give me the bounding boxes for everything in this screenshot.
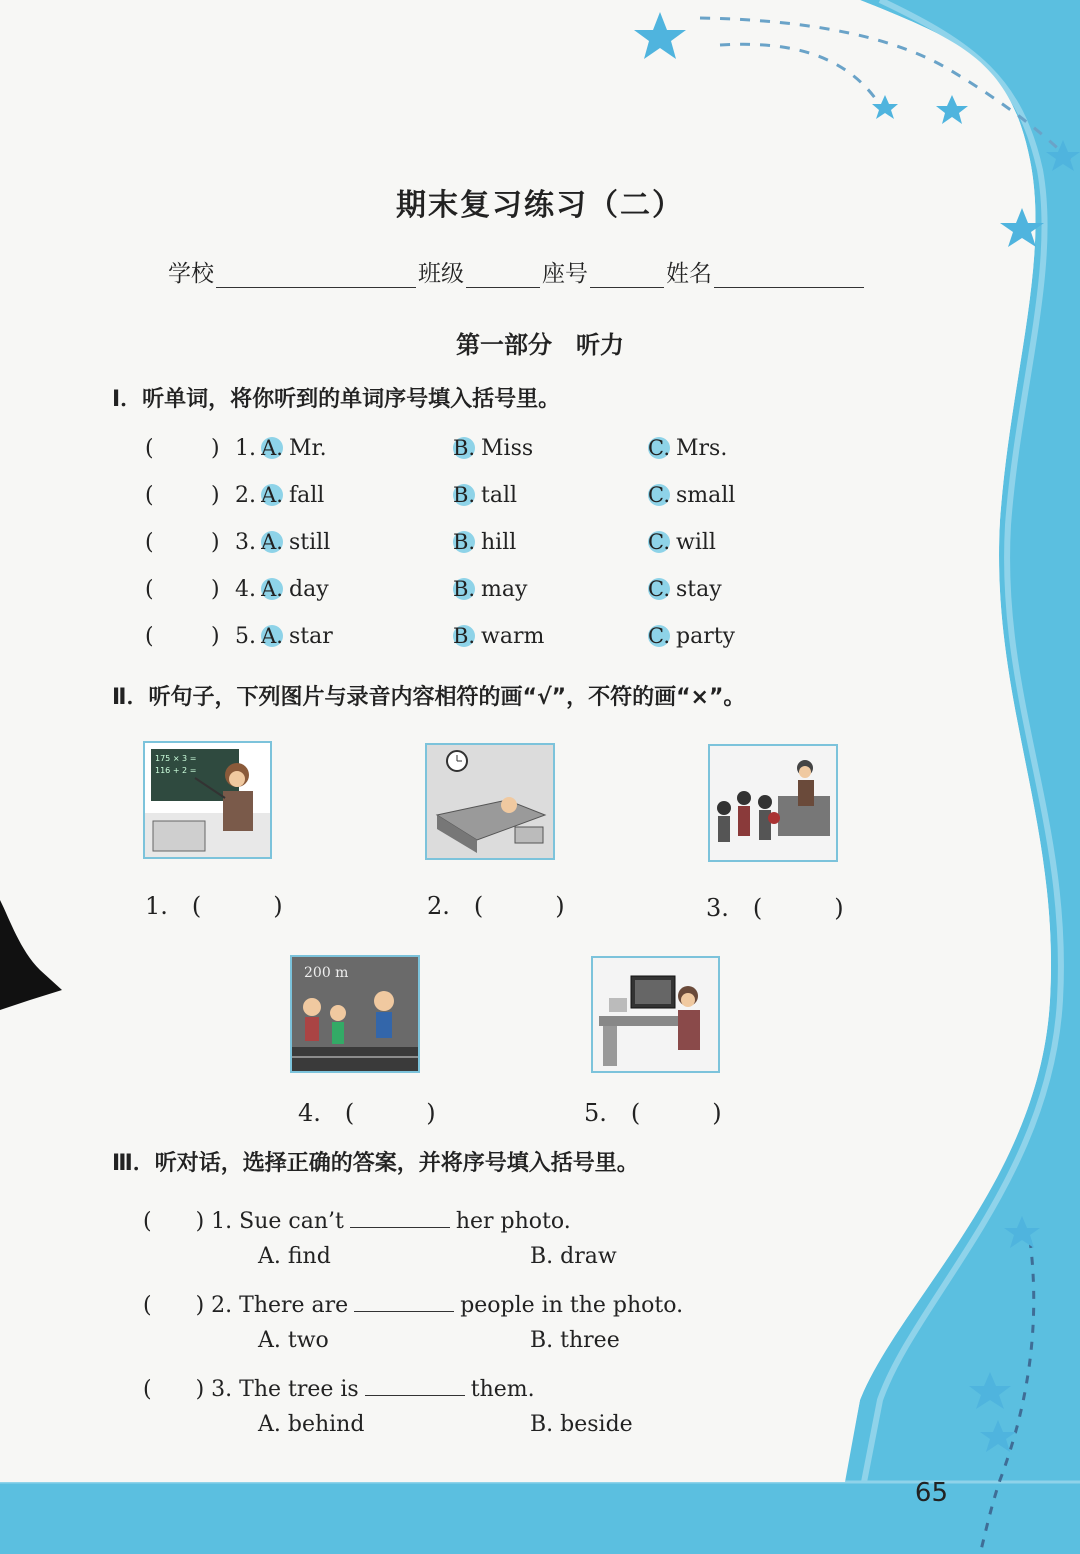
option-a: A. two [258, 1328, 329, 1353]
dialogue-question [143, 1204, 571, 1235]
option-c-text: party [676, 624, 735, 649]
option-a-label: A. [261, 624, 283, 648]
answer-paren-close: ) [211, 483, 220, 508]
answer-paren-close: ) [211, 436, 220, 461]
answer-paren-close: ) [211, 624, 220, 649]
answer-paren-open[interactable]: ( [145, 577, 154, 602]
question-suffix: people in the photo. [460, 1293, 684, 1318]
option-b-text: Miss [481, 436, 534, 461]
race-sign: 200 m [304, 965, 349, 981]
option-c-text: small [676, 483, 736, 508]
question-suffix: her photo. [455, 1209, 571, 1234]
option-c-text: will [676, 530, 716, 555]
seat-field[interactable] [590, 261, 664, 288]
option-b [453, 436, 533, 461]
option-c [648, 624, 735, 649]
question-prefix: 3. The tree is [211, 1377, 359, 1402]
option-b: B. three [530, 1328, 620, 1353]
option-a: A. find [258, 1244, 331, 1269]
picture2-answer[interactable]: 2. ( ) [427, 892, 565, 920]
option-a-label: A. [261, 483, 283, 507]
option-b-label: B. [453, 436, 476, 460]
option-c [648, 483, 735, 508]
student-info-line [168, 255, 866, 288]
section2-heading: Ⅱ．听句子，下列图片与录音内容相符的画“√”，不符的画“×”。 [112, 685, 746, 710]
bed-picture [425, 743, 555, 860]
answer-paren[interactable]: ( ) [143, 1293, 205, 1318]
answer-paren[interactable]: ( ) [143, 1377, 205, 1402]
race-picture [290, 955, 420, 1073]
school-label: 学校 [168, 261, 214, 287]
option-a-label: A. [261, 530, 283, 554]
option-b-text: may [481, 577, 528, 602]
option-a: A. behind [258, 1412, 365, 1437]
answer-blank[interactable] [354, 1291, 454, 1312]
option-a-text: day [289, 577, 329, 602]
option-c-label: C. [648, 624, 670, 648]
option-c-label: C. [648, 483, 670, 507]
answer-blank[interactable] [350, 1207, 450, 1228]
option-c-text: Mrs. [676, 436, 728, 461]
page-number: 65 [914, 1478, 948, 1508]
question-prefix: 2. There are [211, 1293, 349, 1318]
option-c [648, 577, 722, 602]
dialogue-question [143, 1372, 535, 1403]
option-b-label: B. [453, 530, 476, 554]
picture3-answer[interactable]: 3. ( ) [706, 894, 844, 922]
teacher-picture [143, 741, 272, 859]
option-b-text: warm [481, 624, 545, 649]
answer-paren[interactable]: ( ) [143, 1209, 205, 1234]
option-b-label: B. [453, 483, 476, 507]
answer-blank[interactable] [365, 1375, 465, 1396]
option-b [453, 483, 517, 508]
option-b-text: tall [481, 483, 518, 508]
class-label: 班级 [418, 261, 464, 287]
dialogue-question [143, 1288, 683, 1319]
name-label: 姓名 [666, 261, 712, 287]
children-group-picture [708, 744, 838, 862]
computer-picture [591, 956, 720, 1073]
answer-paren-close: ) [211, 577, 220, 602]
svg-text:116 + 2 =: 116 + 2 = [155, 766, 197, 775]
option-a [261, 436, 327, 461]
option-a-text: Mr. [289, 436, 327, 461]
option-b: B. draw [530, 1244, 617, 1269]
section3-heading: Ⅲ．听对话，选择正确的答案，并将序号填入括号里。 [112, 1151, 639, 1176]
class-field[interactable] [466, 261, 540, 288]
question-number: 2. [235, 483, 256, 508]
option-a [261, 530, 330, 555]
option-c-text: stay [676, 577, 722, 602]
option-b [453, 577, 527, 602]
option-b [453, 530, 516, 555]
option-b [453, 624, 544, 649]
answer-paren-open[interactable]: ( [145, 483, 154, 508]
picture5-answer[interactable]: 5. ( ) [584, 1099, 722, 1127]
option-c [648, 436, 727, 461]
option-b-text: hill [481, 530, 517, 555]
question-number: 5. [235, 624, 256, 649]
question-prefix: 1. Sue can’t [211, 1209, 344, 1234]
option-a [261, 577, 329, 602]
option-a-text: still [289, 530, 331, 555]
school-field[interactable] [216, 261, 416, 288]
option-a [261, 624, 333, 649]
option-c-label: C. [648, 530, 670, 554]
option-a-text: fall [289, 483, 325, 508]
picture1-answer[interactable]: 1. ( ) [145, 892, 283, 920]
answer-paren-open[interactable]: ( [145, 624, 154, 649]
option-c [648, 530, 716, 555]
option-a-text: star [289, 624, 333, 649]
option-c-label: C. [648, 577, 670, 601]
answer-paren-open[interactable]: ( [145, 530, 154, 555]
question-number: 1. [235, 436, 256, 461]
seat-label: 座号 [542, 261, 588, 287]
option-a-label: A. [261, 436, 283, 460]
question-suffix: them. [470, 1377, 535, 1402]
svg-text:175 × 3 =: 175 × 3 = [155, 754, 197, 763]
page-title: 期末复习练习（二） [396, 188, 684, 223]
name-field[interactable] [714, 261, 864, 288]
answer-paren-open[interactable]: ( [145, 436, 154, 461]
option-b: B. beside [530, 1412, 633, 1437]
section1-heading: I．听单词，将你听到的单词序号填入括号里。 [112, 387, 561, 412]
option-a-label: A. [261, 577, 283, 601]
answer-paren-close: ) [211, 530, 220, 555]
option-c-label: C. [648, 436, 670, 460]
option-b-label: B. [453, 624, 476, 648]
question-number: 3. [235, 530, 256, 555]
part-title: 第一部分 听力 [456, 331, 624, 359]
picture4-answer[interactable]: 4. ( ) [298, 1099, 436, 1127]
question-number: 4. [235, 577, 256, 602]
option-a [261, 483, 324, 508]
option-b-label: B. [453, 577, 476, 601]
